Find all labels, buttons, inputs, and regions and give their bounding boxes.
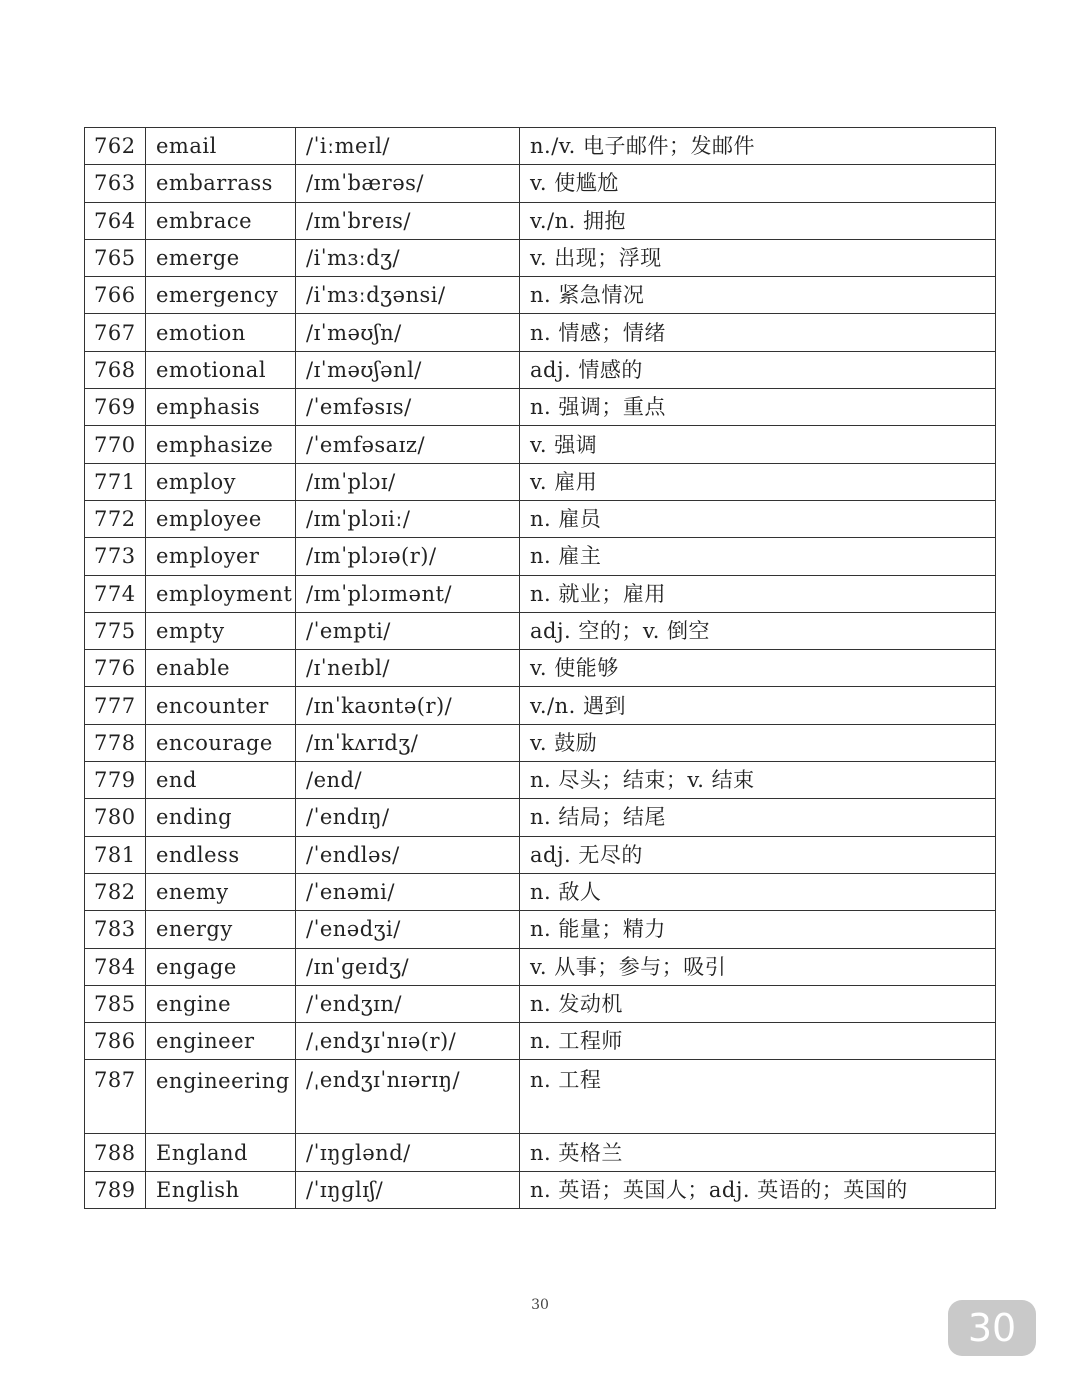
entry-phonetic: /ɪˈməʊʃənl/ (296, 351, 520, 388)
table-row (85, 1023, 996, 1060)
entry-phonetic: /ɪmˈplɔɪə(r)/ (296, 538, 520, 575)
entry-phonetic: /end/ (296, 762, 520, 799)
table-row (85, 277, 996, 314)
entry-word: embrace (146, 202, 296, 239)
table-row (85, 948, 996, 985)
entry-meaning: v. 雇用 (520, 463, 996, 500)
table-row (85, 1171, 996, 1208)
table-row (85, 612, 996, 649)
entry-phonetic: /iˈmɜːdʒənsi/ (296, 277, 520, 314)
entry-meaning: n. 敌人 (520, 873, 996, 910)
entry-word: engineer (146, 1023, 296, 1060)
table-row (85, 1060, 996, 1134)
entry-meaning: n. 发动机 (520, 985, 996, 1022)
table-row (85, 836, 996, 873)
entry-word: energy (146, 911, 296, 948)
entry-meaning: n. 紧急情况 (520, 277, 996, 314)
table-row (85, 426, 996, 463)
entry-meaning: v. 使尴尬 (520, 165, 996, 202)
entry-number: 788 (85, 1134, 146, 1171)
entry-word: employ (146, 463, 296, 500)
table-row (85, 351, 996, 388)
entry-meaning: adj. 情感的 (520, 351, 996, 388)
entry-number: 768 (85, 351, 146, 388)
table-row (85, 911, 996, 948)
entry-word: emergency (146, 277, 296, 314)
entry-meaning: n. 雇员 (520, 500, 996, 537)
entry-meaning: n. 英格兰 (520, 1134, 996, 1171)
entry-number: 769 (85, 389, 146, 426)
entry-number: 780 (85, 799, 146, 836)
entry-meaning: n. 工程 (520, 1060, 996, 1134)
entry-phonetic: /ɪmˈplɔɪ/ (296, 463, 520, 500)
entry-meaning: v. 使能够 (520, 650, 996, 687)
entry-phonetic: /ɪmˈbreɪs/ (296, 202, 520, 239)
entry-meaning: n./v. 电子邮件；发邮件 (520, 128, 996, 165)
entry-number: 770 (85, 426, 146, 463)
table-row (85, 873, 996, 910)
table-row (85, 314, 996, 351)
entry-phonetic: /ˈemfəsaɪz/ (296, 426, 520, 463)
entry-meaning: adj. 无尽的 (520, 836, 996, 873)
entry-phonetic: /ˈempti/ (296, 612, 520, 649)
entry-number: 785 (85, 985, 146, 1022)
entry-number: 786 (85, 1023, 146, 1060)
entry-number: 772 (85, 500, 146, 537)
entry-meaning: v. 鼓励 (520, 724, 996, 761)
entry-meaning: n. 就业；雇用 (520, 575, 996, 612)
table-row (85, 687, 996, 724)
entry-word: embarrass (146, 165, 296, 202)
entry-phonetic: /ˈendʒɪn/ (296, 985, 520, 1022)
table-row (85, 500, 996, 537)
entry-phonetic: /ˈendləs/ (296, 836, 520, 873)
entry-phonetic: /ˈemfəsɪs/ (296, 389, 520, 426)
entry-word: engine (146, 985, 296, 1022)
entry-word: encounter (146, 687, 296, 724)
entry-word: emerge (146, 239, 296, 276)
entry-phonetic: /ɪnˈɡeɪdʒ/ (296, 948, 520, 985)
entry-word: employee (146, 500, 296, 537)
entry-word: emphasis (146, 389, 296, 426)
entry-word: England (146, 1134, 296, 1171)
table-row (85, 202, 996, 239)
entry-word: enable (146, 650, 296, 687)
entry-meaning: adj. 空的；v. 倒空 (520, 612, 996, 649)
entry-phonetic: /ˈɪŋɡlɪʃ/ (296, 1171, 520, 1208)
entry-word: empty (146, 612, 296, 649)
entry-phonetic: /ˈenədʒi/ (296, 911, 520, 948)
entry-number: 778 (85, 724, 146, 761)
entry-number: 771 (85, 463, 146, 500)
table-row (85, 762, 996, 799)
entry-number: 784 (85, 948, 146, 985)
entry-number: 765 (85, 239, 146, 276)
entry-meaning: n. 强调；重点 (520, 389, 996, 426)
page-number: 30 (531, 1297, 549, 1313)
entry-number: 789 (85, 1171, 146, 1208)
entry-number: 767 (85, 314, 146, 351)
entry-word: employer (146, 538, 296, 575)
entry-number: 777 (85, 687, 146, 724)
entry-phonetic: /ɪnˈkaʊntə(r)/ (296, 687, 520, 724)
entry-meaning: n. 尽头；结束；v. 结束 (520, 762, 996, 799)
entry-phonetic: /ˈendɪŋ/ (296, 799, 520, 836)
entry-phonetic: /ˈiːmeɪl/ (296, 128, 520, 165)
entry-meaning: v./n. 遇到 (520, 687, 996, 724)
entry-word: emphasize (146, 426, 296, 463)
entry-meaning: n. 结局；结尾 (520, 799, 996, 836)
entry-number: 766 (85, 277, 146, 314)
entry-phonetic: /ˈenəmi/ (296, 873, 520, 910)
entry-number: 763 (85, 165, 146, 202)
page-indicator-badge: 30 (948, 1300, 1036, 1356)
entry-number: 764 (85, 202, 146, 239)
entry-meaning: v./n. 拥抱 (520, 202, 996, 239)
entry-number: 787 (85, 1060, 146, 1134)
entry-word: email (146, 128, 296, 165)
entry-phonetic: /ɪnˈkʌrɪdʒ/ (296, 724, 520, 761)
entry-word: endless (146, 836, 296, 873)
entry-phonetic: /ɪmˈplɔɪmənt/ (296, 575, 520, 612)
entry-number: 773 (85, 538, 146, 575)
entry-meaning: n. 情感；情绪 (520, 314, 996, 351)
entry-number: 783 (85, 911, 146, 948)
table-row (85, 389, 996, 426)
entry-phonetic: /ˈɪŋɡlənd/ (296, 1134, 520, 1171)
table-row (85, 724, 996, 761)
table-row (85, 650, 996, 687)
entry-meaning: v. 强调 (520, 426, 996, 463)
table-row (85, 463, 996, 500)
entry-word: ending (146, 799, 296, 836)
table-row (85, 575, 996, 612)
entry-word: English (146, 1171, 296, 1208)
entry-phonetic: /ɪmˈbærəs/ (296, 165, 520, 202)
entry-meaning: n. 英语；英国人；adj. 英语的；英国的 (520, 1171, 996, 1208)
entry-phonetic: /ɪˈneɪbl/ (296, 650, 520, 687)
entry-phonetic: /ɪˈməʊʃn/ (296, 314, 520, 351)
table-row (85, 985, 996, 1022)
entry-word: engage (146, 948, 296, 985)
entry-meaning: n. 雇主 (520, 538, 996, 575)
entry-word: emotional (146, 351, 296, 388)
entry-meaning: v. 从事；参与；吸引 (520, 948, 996, 985)
entry-number: 776 (85, 650, 146, 687)
entry-number: 779 (85, 762, 146, 799)
table-row (85, 128, 996, 165)
entry-phonetic: /ˌendʒɪˈnɪə(r)/ (296, 1023, 520, 1060)
entry-number: 782 (85, 873, 146, 910)
table-row (85, 165, 996, 202)
table-row (85, 239, 996, 276)
vocabulary-table-body (85, 128, 996, 1209)
entry-word: employment (146, 575, 296, 612)
table-row (85, 538, 996, 575)
entry-word: enemy (146, 873, 296, 910)
entry-phonetic: /iˈmɜːdʒ/ (296, 239, 520, 276)
table-row (85, 799, 996, 836)
entry-meaning: n. 工程师 (520, 1023, 996, 1060)
entry-number: 762 (85, 128, 146, 165)
entry-word: encourage (146, 724, 296, 761)
entry-phonetic: /ɪmˈplɔɪiː/ (296, 500, 520, 537)
entry-number: 775 (85, 612, 146, 649)
entry-number: 774 (85, 575, 146, 612)
entry-word: end (146, 762, 296, 799)
entry-meaning: v. 出现；浮现 (520, 239, 996, 276)
entry-phonetic: /ˌendʒɪˈnɪərɪŋ/ (296, 1060, 520, 1134)
entry-word: emotion (146, 314, 296, 351)
table-row (85, 1134, 996, 1171)
entry-meaning: n. 能量；精力 (520, 911, 996, 948)
vocabulary-table (84, 127, 996, 1209)
entry-word: engineering (146, 1060, 296, 1134)
entry-number: 781 (85, 836, 146, 873)
